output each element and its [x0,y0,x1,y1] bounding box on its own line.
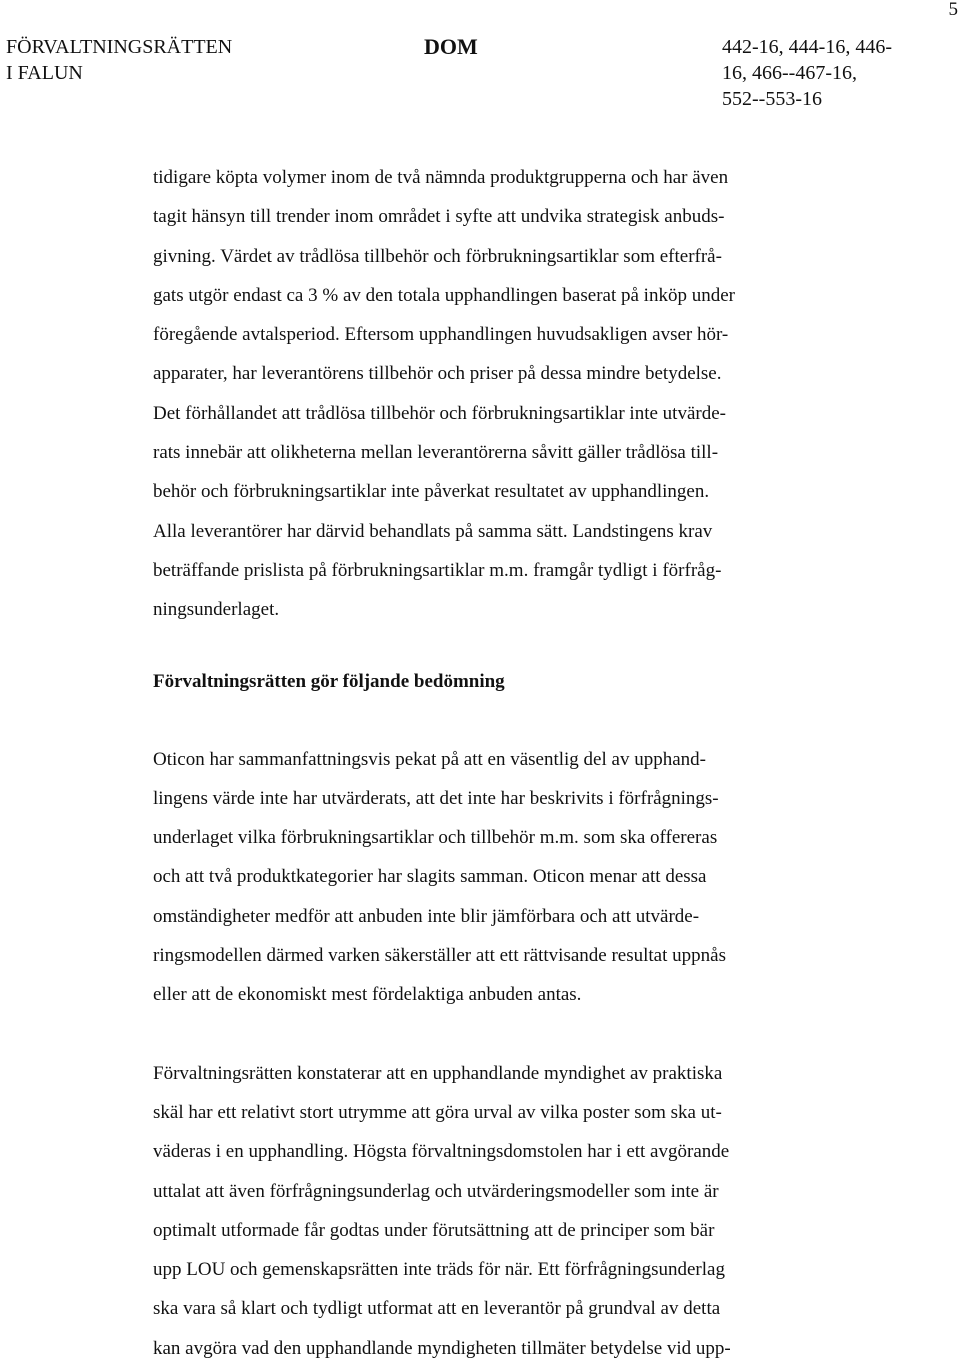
paragraph-1 [153,158,853,630]
case-numbers-line-2: 16, 466--467-16, [722,62,857,84]
case-numbers-line-1: 442-16, 444-16, 446- [722,36,892,58]
court-name-line-1: FÖRVALTNINGSRÄTTEN [6,36,233,58]
court-name-line-2: I FALUN [6,62,83,84]
paragraph-line: eller att de ekonomiskt mest fördelaktiga anbuden antas. [153,984,582,1006]
paragraph-line: Alla leverantörer har därvid behandlats på samma sätt. Landstingens krav [153,520,713,542]
paragraph-line: givning. Värdet av trådlösa tillbehör och förbrukningsartiklar som efterfrå- [153,245,722,267]
paragraph-2 [153,740,853,1015]
document-body [153,158,853,1368]
paragraph-line: kan avgöra vad den upphandlande myndigheten tillmäter betydelse vid upp- [153,1337,731,1359]
paragraph-line: behör och förbrukningsartiklar inte påverkat resultatet av upphandlingen. [153,481,710,503]
paragraph-3 [153,1054,853,1368]
paragraph-line: Det förhållandet att trådlösa tillbehör och förbrukningsartiklar inte utvärde- [153,402,726,424]
paragraph-line: uttalat att även förfrågningsunderlag och utvärderingsmodeller som inte är [153,1180,719,1202]
paragraph-line: ningsunderlaget. [153,599,280,621]
paragraph-line: Oticon har sammanfattningsvis pekat på att en väsentlig del av upphand- [153,748,706,770]
paragraph-line: och att två produktkategorier har slagits samman. Oticon menar att dessa [153,866,707,888]
case-numbers [722,34,892,112]
paragraph-line: lingens värde inte har utvärderats, att det inte har beskrivits i förfrågnings- [153,787,719,809]
court-name [6,34,232,86]
paragraph-line: ska vara så klart och tydligt utformat att en leverantör på grundval av detta [153,1298,721,1320]
document-header [6,34,946,114]
paragraph-line: väderas i en upphandling. Högsta förvaltningsdomstolen har i ett avgörande [153,1141,730,1163]
paragraph-line: underlaget vilka förbrukningsartiklar och tillbehör m.m. som ska offereras [153,827,718,849]
paragraph-line: tagit hänsyn till trender inom området i syfte att undvika strategisk anbuds- [153,206,725,228]
paragraph-line: tidigare köpta volymer inom de två nämnda produktgrupperna och har även [153,167,729,188]
paragraph-line: rats innebär att olikheterna mellan leverantörerna såvitt gäller trådlösa till- [153,442,719,464]
paragraph-line: apparater, har leverantörens tillbehör och priser på dessa mindre betydelse. [153,363,722,385]
paragraph-line: omständigheter medför att anbuden inte blir jämförbara och att utvärde- [153,905,700,927]
paragraph-line: skäl har ett relativt stort utrymme att göra urval av vilka poster som ska ut- [153,1101,722,1123]
paragraph-line: föregående avtalsperiod. Eftersom upphandlingen huvudsakligen avser hör- [153,324,729,346]
paragraph-line: Förvaltningsrätten konstaterar att en upphandlande myndighet av praktiska [153,1062,723,1084]
section-heading: Förvaltningsrätten gör följande bedömning [153,670,505,692]
page-number: 5 [948,0,958,20]
paragraph-line: gats utgör endast ca 3 % av den totala upphandlingen baserat på inköp under [153,284,735,306]
paragraph-line: optimalt utformade får godtas under förutsättning att de principer som bär [153,1219,715,1241]
paragraph-line: beträffande prislista på förbrukningsartiklar m.m. framgår tydligt i förfråg- [153,559,722,581]
case-numbers-line-3: 552--553-16 [722,88,822,110]
paragraph-line: ringsmodellen därmed varken säkerställer att ett rättvisande resultat uppnås [153,945,726,967]
paragraph-line: upp LOU och gemenskapsrätten inte träds för när. Ett förfrågningsunderlag [153,1259,725,1281]
document-type: DOM [424,34,478,59]
